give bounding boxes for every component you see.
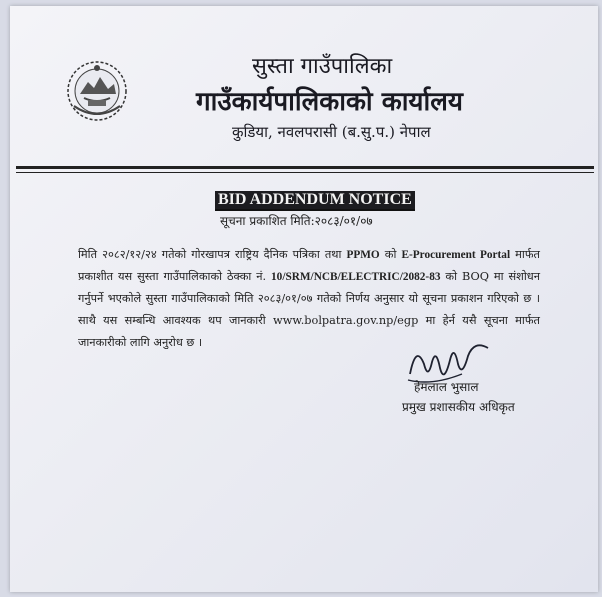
office-name: गाउँकार्यपालिकाको कार्यालय: [196, 87, 463, 117]
body-text-5: मा हेर्न यसै सूचना मार्फत जानकारीको लागि अनुरोध छ ।: [78, 314, 540, 349]
notice-document: [10, 6, 598, 592]
municipality-name: सुस्ता गाउँपालिका: [252, 54, 393, 79]
body-text-2: को: [379, 248, 402, 261]
notice-title: BID ADDENDUM NOTICE: [215, 191, 415, 211]
contract-number: 10/SRM/NCB/ELECTRIC/2082-83: [271, 271, 441, 283]
nepal-emblem-icon: [66, 60, 128, 122]
body-text-3: मार्फत प्रकाशीत यस सुस्ता गाउँपालिकाको ठेक्का नं.: [78, 248, 540, 283]
header-divider-thin: [16, 172, 594, 173]
ppmo-text: PPMO: [346, 249, 380, 261]
signatory-title: प्रमुख प्रशासकीय अधिकृत: [402, 400, 515, 414]
website-link[interactable]: www.bolpatra.gov.np/egp: [273, 314, 419, 327]
body-text-4: को BOQ मा संशोधन गर्नुपर्ने भएकोले सुस्ता गाउँपालिकाको मिति २०८३/०१/०७ गतेको निर्णय अनुसार यो सूचना प्रकाशन गरिएको छ । साथै यस सम्बन्धि आवश्यक थप जानकारी: [78, 270, 540, 327]
publish-date: सूचना प्रकाशित मिति:२०८३/०१/०७: [220, 214, 373, 228]
portal-text: E-Procurement Portal: [401, 249, 511, 261]
header-divider: [16, 166, 594, 169]
body-text-1: मिति २०८२/१२/२४ गतेको गोरखापत्र राष्ट्रिय दैनिक पत्रिका तथा: [78, 248, 347, 261]
signatory-name: हेमलाल भुसाल: [414, 380, 479, 394]
office-address: कुडिया, नवलपरासी (ब.सु.प.) नेपाल: [232, 123, 431, 141]
